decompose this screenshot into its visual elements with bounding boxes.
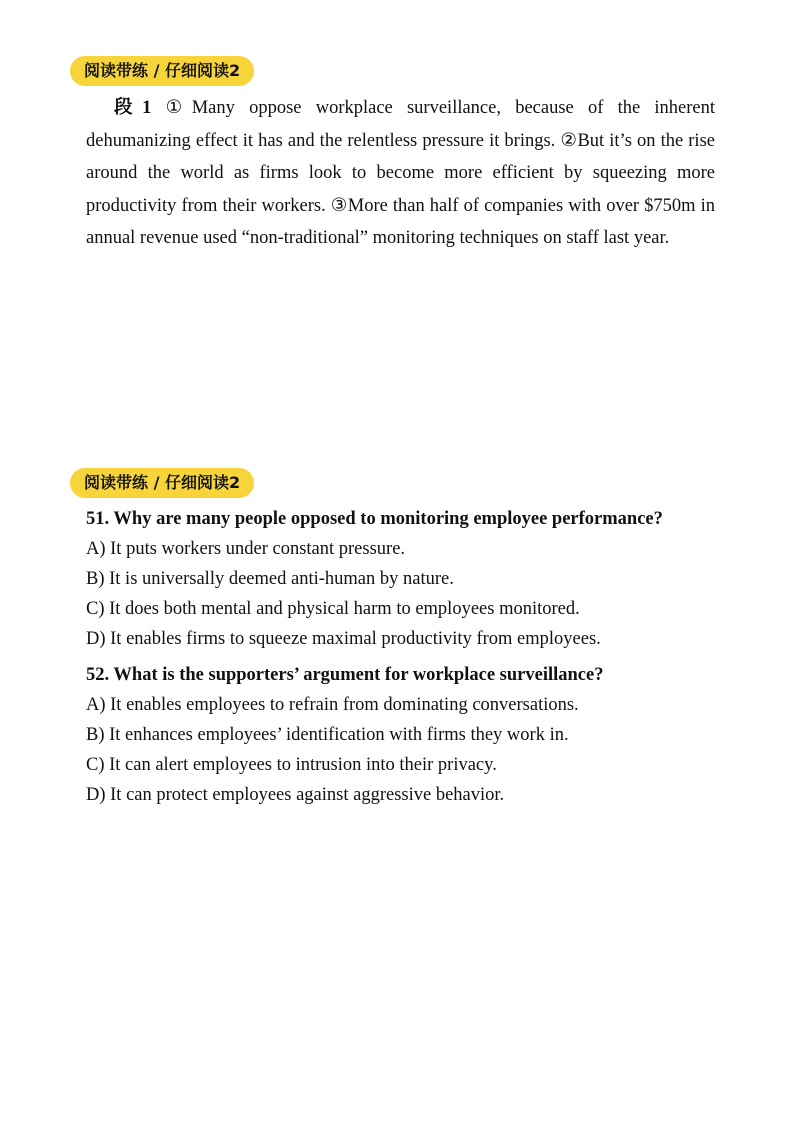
option-a: A) It enables employees to refrain from dominating conversations. [86, 695, 579, 715]
option-c: C) It can alert employees to intrusion into their privacy. [86, 755, 497, 775]
question-52 [86, 660, 736, 810]
question-51 [86, 504, 736, 654]
option-b: B) It is universally deemed anti-human by nature. [86, 569, 454, 589]
question-title: 52. What is the supporters’ argument for workplace surveillance? [86, 665, 604, 685]
option-b: B) It enhances employees’ identification with firms they work in. [86, 725, 569, 745]
question-title: 51. Why are many people opposed to monitoring employee performance? [86, 509, 663, 529]
option-d: D) It can protect employees against aggressive behavior. [86, 785, 505, 805]
paragraph-label: 段1 [114, 98, 152, 118]
section-tag: 阅读带练 / 仔细阅读2 [70, 56, 254, 86]
passage-paragraph [86, 92, 715, 255]
option-d: D) It enables firms to squeeze maximal productivity from employees. [86, 629, 601, 649]
section-tag: 阅读带练 / 仔细阅读2 [70, 468, 254, 498]
option-a: A) It puts workers under constant pressure. [86, 539, 406, 559]
question-list [86, 504, 736, 810]
paragraph-text: ①Many oppose workplace surveillance, because of the inherent dehumanizing effect it has and the relentless pressure it brings. ②But it’s on the rise around the world as firms look to become more efficient by squeezing more productivity from their workers. ③More than half of companies with over $750m in annual revenue used “non-traditional” monitoring techniques on staff last year. [86, 98, 715, 248]
option-c: C) It does both mental and physical harm to employees monitored. [86, 599, 580, 619]
